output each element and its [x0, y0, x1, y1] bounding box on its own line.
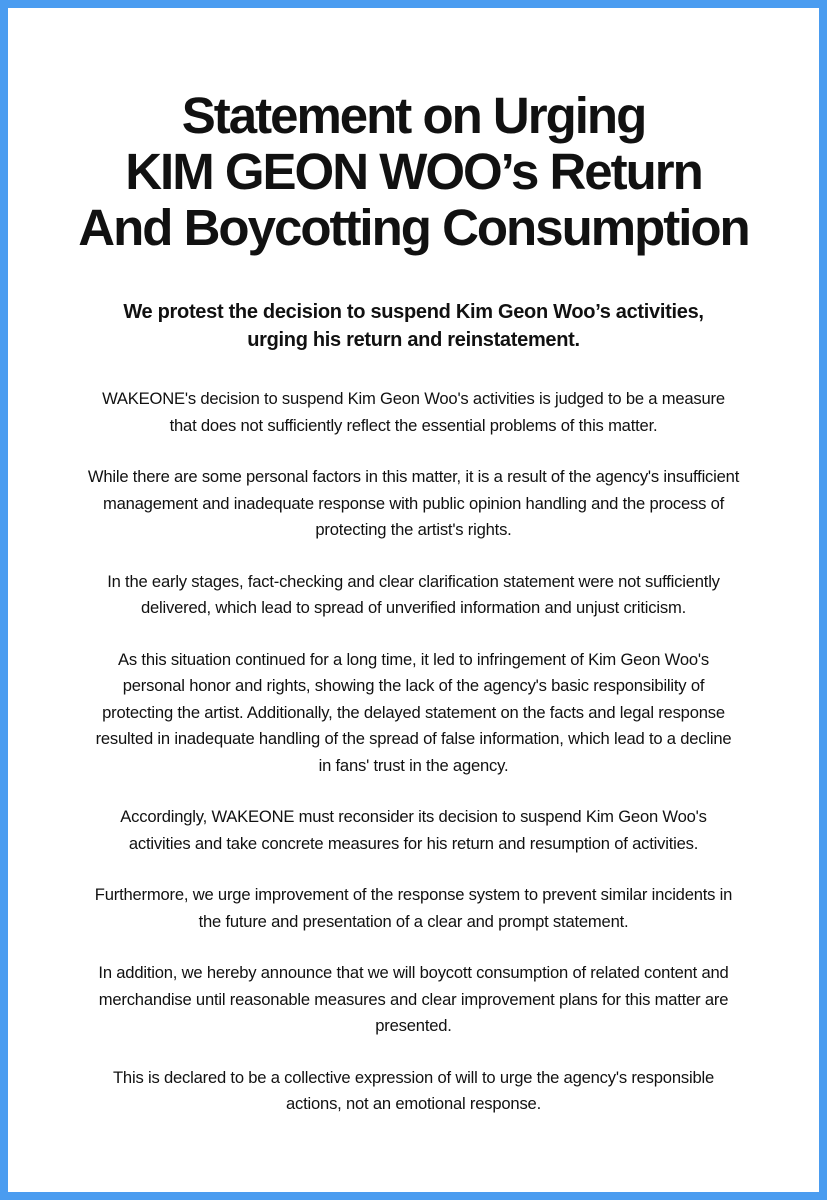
paragraph-line: As this situation continued for a long time, it led to infringement of Kim Geon Woo's	[118, 649, 709, 669]
paragraph-improvement	[48, 882, 779, 935]
paragraph-line: WAKEONE's decision to suspend Kim Geon Woo's activities is judged to be a measure	[102, 389, 725, 408]
subtitle-line: We protest the decision to suspend Kim Geon Woo’s activities,	[123, 301, 704, 323]
paragraph-line: management and inadequate response with public opinion handling and the process of	[102, 493, 725, 513]
paragraph-line: This is declared to be a collective expression of will to urge the agency's responsible	[113, 1067, 714, 1087]
paragraph-line: presented.	[375, 1016, 452, 1035]
document-title	[8, 88, 819, 256]
paragraph-line: Furthermore, we urge improvement of the response system to prevent similar incidents in	[94, 885, 733, 904]
document-body	[48, 386, 779, 1143]
paragraph-line: the future and presentation of a clear and prompt statement.	[198, 911, 629, 931]
title-line: Statement on Urging	[181, 87, 646, 144]
paragraph-line: merchandise until reasonable measures and clear improvement plans for this matter are	[98, 989, 729, 1009]
document-subtitle	[8, 298, 819, 354]
paragraph-line: that does not sufficiently reflect the essential problems of this matter.	[169, 415, 658, 435]
paragraph-line: In the early stages, fact-checking and clear clarification statement were not sufficiently	[107, 571, 720, 591]
paragraph-reconsider-decision	[48, 804, 779, 857]
paragraph-early-stages	[48, 569, 779, 622]
paragraph-rights-infringement	[48, 647, 779, 780]
title-line: And Boycotting Consumption	[78, 199, 749, 256]
paragraph-line: actions, not an emotional response.	[286, 1094, 541, 1113]
paragraph-line: protecting the artist. Additionally, the delayed statement on the facts and legal response	[102, 702, 725, 722]
paragraph-collective-expression	[48, 1065, 779, 1118]
paragraph-line: resulted in inadequate handling of the spread of false information, which lead to a decline	[95, 729, 732, 748]
subtitle-line: urging his return and reinstatement.	[247, 329, 580, 351]
paragraph-boycott-announcement	[48, 960, 779, 1040]
paragraph-line: Accordingly, WAKEONE must reconsider its decision to suspend Kim Geon Woo's	[120, 807, 707, 826]
paragraph-line: personal honor and rights, showing the lack of the agency's basic responsibility of	[122, 676, 705, 695]
title-line: KIM GEON WOO’s Return	[125, 143, 702, 200]
paragraph-decision-judgement	[48, 386, 779, 439]
paragraph-line: in fans' trust in the agency.	[318, 755, 509, 775]
paragraph-line: While there are some personal factors in this matter, it is a result of the agency's insufficient	[87, 467, 740, 486]
paragraph-line: protecting the artist's rights.	[315, 520, 512, 539]
paragraph-line: delivered, which lead to spread of unverified information and unjust criticism.	[141, 598, 686, 617]
paragraph-line: In addition, we hereby announce that we will boycott consumption of related content and	[98, 963, 729, 982]
paragraph-agency-responsibility	[48, 464, 779, 544]
paragraph-line: activities and take concrete measures for his return and resumption of activities.	[128, 833, 699, 853]
